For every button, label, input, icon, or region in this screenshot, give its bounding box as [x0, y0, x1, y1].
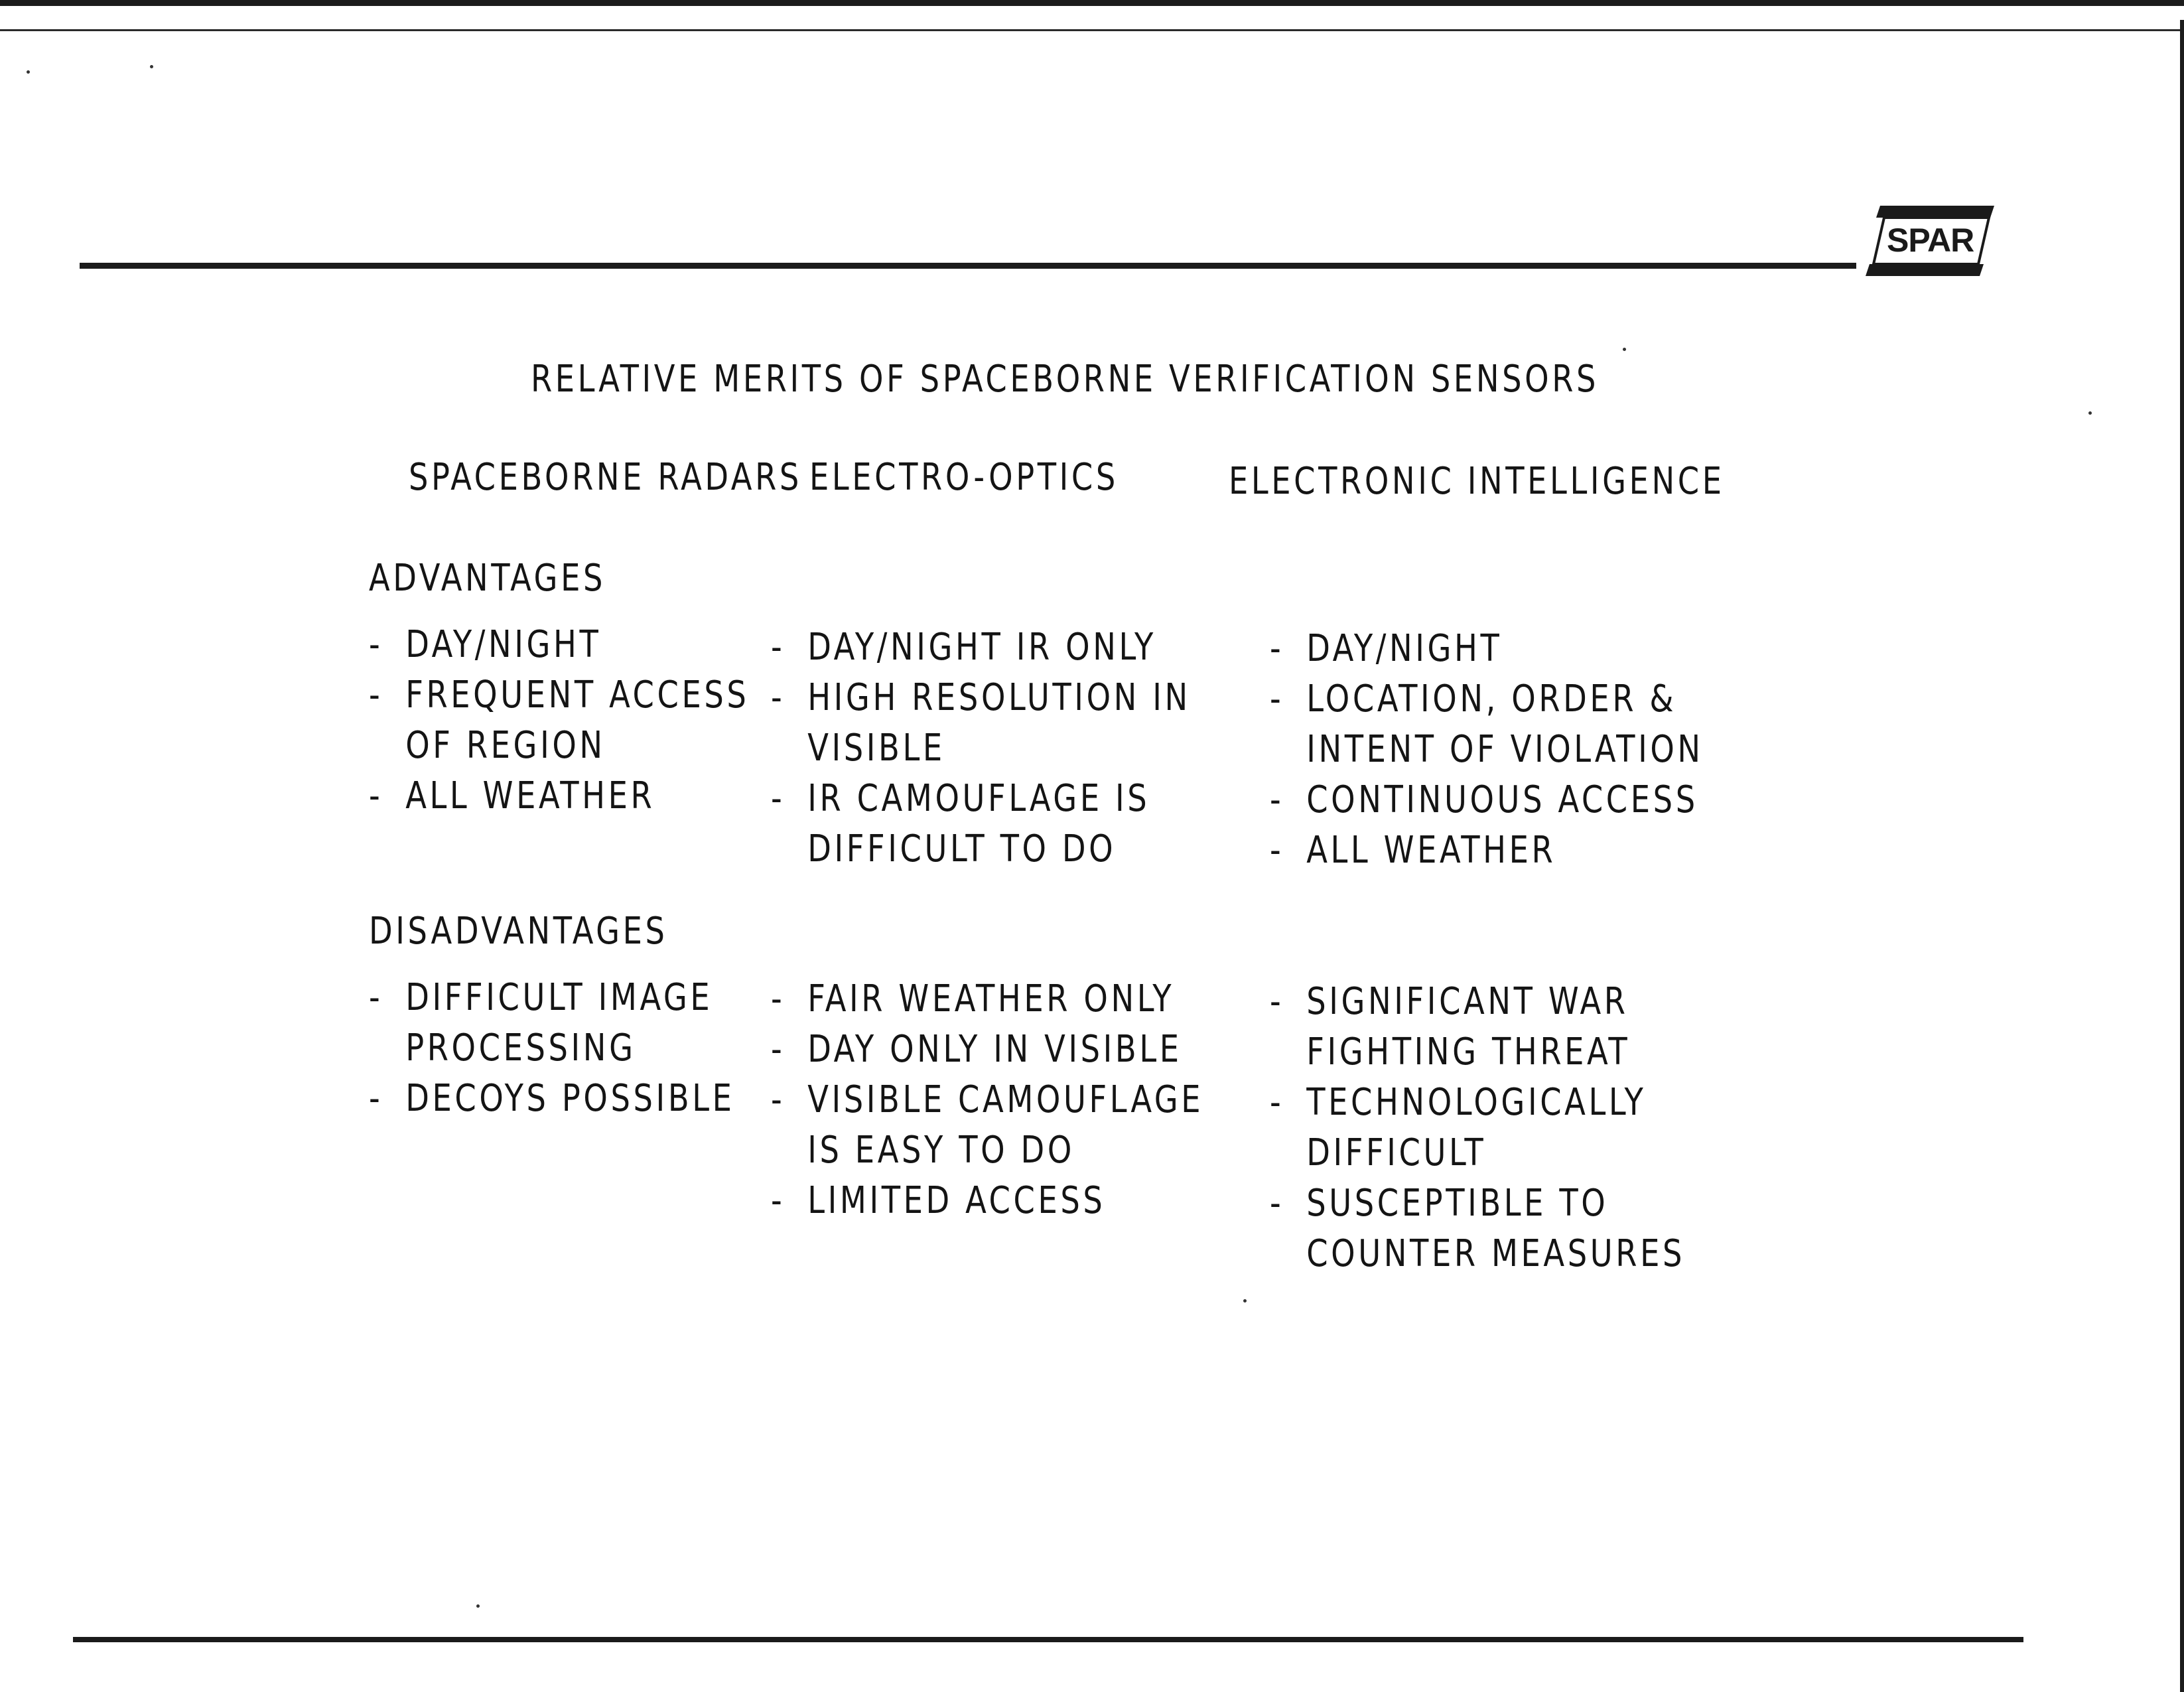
advantages-electro-optics-list	[771, 622, 1191, 875]
list-item: - DAY/NIGHT IR ONLY	[771, 622, 1191, 673]
bullet-dash: -	[1270, 778, 1284, 821]
bullet-dash: -	[771, 777, 785, 820]
bullet-dash: -	[369, 1077, 383, 1120]
bullet-dash: -	[1270, 627, 1284, 670]
list-item: - DIFFICULT IMAGE PROCESSING	[369, 973, 735, 1074]
list-item: - TECHNOLOGICALLY DIFFICULT	[1270, 1078, 1685, 1178]
list-item: - VISIBLE CAMOUFLAGE IS EASY TO DO	[771, 1075, 1203, 1176]
list-item: - LOCATION, ORDER & INTENT OF VIOLATION	[1270, 674, 1704, 775]
list-item: - SIGNIFICANT WAR FIGHTING THREAT	[1270, 977, 1685, 1078]
logo-text: SPAR	[1887, 222, 1974, 259]
bullet-dash: -	[771, 676, 785, 719]
bullet-dash: -	[369, 673, 383, 717]
scan-speck	[150, 65, 153, 68]
list-item: - LIMITED ACCESS	[771, 1176, 1203, 1226]
top-border-line	[0, 0, 2184, 6]
bullet-dash: -	[1270, 980, 1284, 1023]
list-item: - DECOYS POSSIBLE	[369, 1074, 735, 1124]
right-border-line	[2180, 20, 2184, 1692]
list-item: - HIGH RESOLUTION IN VISIBLE	[771, 673, 1191, 774]
column-header-radars: SPACEBORNE RADARS	[409, 456, 802, 499]
scan-speck	[1243, 1299, 1247, 1303]
list-item: - DAY ONLY IN VISIBLE	[771, 1024, 1203, 1075]
column-header-electro-optics: ELECTRO-OPTICS	[809, 456, 1119, 499]
list-item: - SUSCEPTIBLE TO COUNTER MEASURES	[1270, 1178, 1685, 1279]
bullet-dash: -	[1270, 1081, 1284, 1124]
bullet-dash: -	[771, 626, 785, 669]
advantages-radars-list	[369, 620, 749, 821]
bullet-dash: -	[369, 623, 383, 666]
scan-speck	[476, 1604, 480, 1608]
footer-rule	[73, 1637, 2023, 1642]
header-rule	[80, 263, 1856, 269]
list-item: - DAY/NIGHT	[1270, 624, 1704, 674]
disadvantages-radars-list	[369, 973, 735, 1124]
list-item: - FAIR WEATHER ONLY	[771, 974, 1203, 1024]
disadvantages-electro-optics-list	[771, 974, 1203, 1226]
advantages-elint-list	[1270, 624, 1704, 876]
bullet-dash: -	[1270, 829, 1284, 872]
scan-speck	[2088, 411, 2092, 415]
column-header-elint: ELECTRONIC INTELLIGENCE	[1229, 460, 1725, 503]
list-item: - ALL WEATHER	[369, 771, 749, 821]
disadvantages-elint-list	[1270, 977, 1685, 1279]
list-item: - IR CAMOUFLAGE IS DIFFICULT TO DO	[771, 774, 1191, 875]
page-title: RELATIVE MERITS OF SPACEBORNE VERIFICATION SENSORS	[531, 358, 1600, 401]
bullet-dash: -	[771, 977, 785, 1021]
scan-speck	[1623, 348, 1626, 351]
bullet-dash: -	[369, 976, 383, 1019]
advantages-heading: ADVANTAGES	[369, 557, 606, 600]
bullet-dash: -	[771, 1028, 785, 1071]
disadvantages-heading: DISADVANTAGES	[369, 910, 668, 953]
spar-logo	[1864, 203, 1997, 279]
scan-speck	[27, 70, 30, 74]
bullet-dash: -	[771, 1078, 785, 1121]
bullet-dash: -	[369, 774, 383, 817]
list-item: - DAY/NIGHT	[369, 620, 749, 670]
bullet-dash: -	[771, 1179, 785, 1222]
bullet-dash: -	[1270, 1182, 1284, 1225]
bullet-dash: -	[1270, 677, 1284, 721]
list-item: - FREQUENT ACCESS OF REGION	[369, 670, 749, 771]
list-item: - ALL WEATHER	[1270, 825, 1704, 876]
list-item: - CONTINUOUS ACCESS	[1270, 775, 1704, 825]
top-border-line-thin	[0, 29, 2184, 31]
